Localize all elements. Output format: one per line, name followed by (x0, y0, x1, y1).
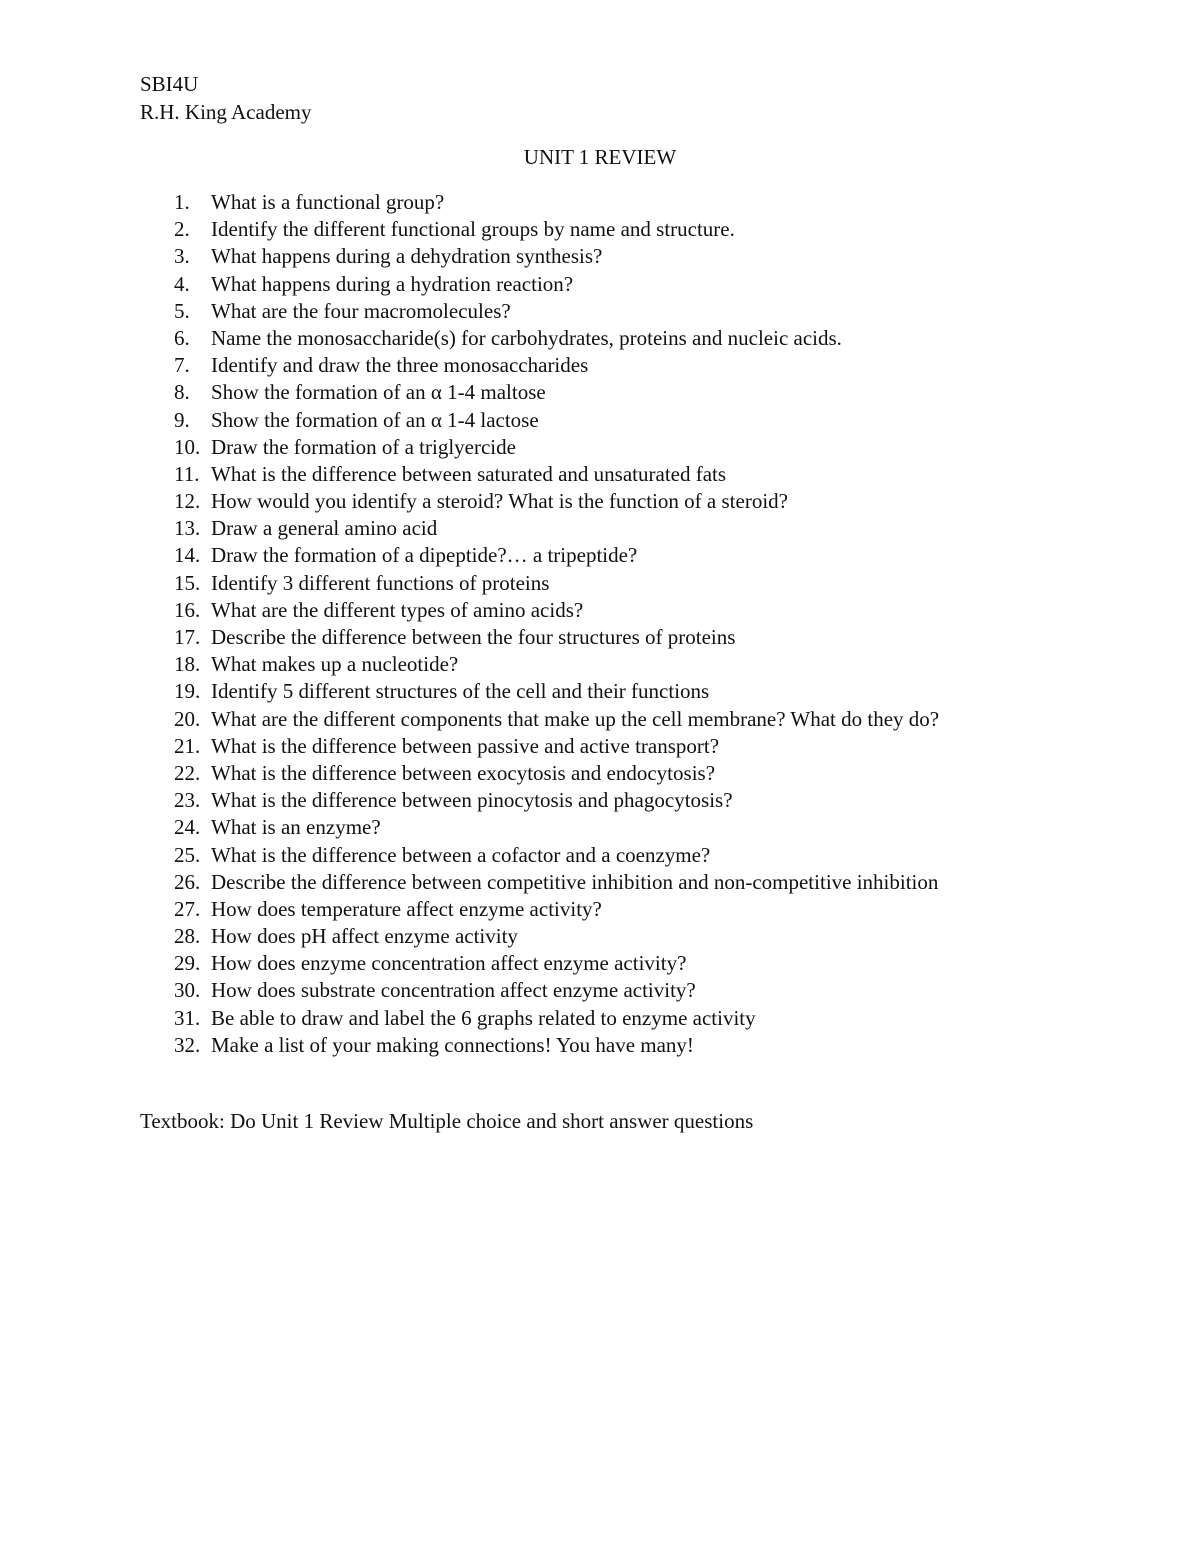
question-text: Make a list of your making connections! You have many! (211, 1032, 694, 1057)
list-item (0, 488, 1200, 515)
question-text: Draw a general amino acid (211, 516, 438, 541)
list-item (0, 515, 1200, 542)
question-text: What are the different types of amino acids? (211, 597, 584, 622)
question-text: How does pH affect enzyme activity (211, 924, 518, 949)
question-number: 9. (174, 407, 190, 432)
list-item (0, 624, 1200, 651)
list-item (0, 950, 1200, 977)
question-text: How does substrate concentration affect enzyme activity? (211, 978, 696, 1003)
question-text: What is the difference between a cofactor and a coenzyme? (211, 842, 711, 867)
question-number: 8. (174, 380, 190, 405)
list-item (0, 189, 1200, 216)
question-text: Identify 5 different structures of the cell and their functions (211, 679, 710, 704)
question-text: What is the difference between passive and active transport? (211, 733, 720, 758)
question-text: Show the formation of an α 1-4 lactose (211, 407, 539, 432)
list-item (0, 542, 1200, 569)
list-item (0, 787, 1200, 814)
course-code: SBI4U (140, 72, 199, 96)
question-number: 14. (174, 543, 201, 568)
question-number: 7. (174, 353, 190, 378)
list-item (0, 298, 1200, 325)
question-number: 26. (174, 869, 201, 894)
question-text: What are the four macromolecules? (211, 298, 511, 323)
page-title-text: UNIT 1 REVIEW (523, 145, 677, 169)
question-text: What is a functional group? (211, 190, 445, 214)
list-item (0, 1005, 1200, 1032)
question-number: 1. (174, 190, 190, 214)
list-item (0, 678, 1200, 705)
question-number: 32. (174, 1032, 201, 1057)
question-number: 15. (174, 570, 201, 595)
question-text: Identify and draw the three monosaccharides (211, 353, 589, 378)
question-number: 16. (174, 597, 201, 622)
list-item (0, 379, 1200, 406)
question-number: 3. (174, 244, 190, 269)
question-text: What are the different components that make up the cell membrane? What do they do? (211, 706, 940, 731)
list-item (0, 352, 1200, 379)
list-item (0, 216, 1200, 243)
question-number: 29. (174, 951, 201, 976)
question-number: 20. (174, 706, 201, 731)
question-number: 19. (174, 679, 201, 704)
list-item (0, 243, 1200, 270)
question-number: 25. (174, 842, 201, 867)
question-text: How does temperature affect enzyme activity? (211, 896, 602, 921)
question-text: How would you identify a steroid? What is the function of a steroid? (211, 489, 788, 514)
question-text: Identify the different functional groups by name and structure. (211, 217, 735, 242)
question-text: What happens during a hydration reaction? (211, 271, 574, 296)
list-item (0, 869, 1200, 896)
question-number: 6. (174, 325, 190, 350)
question-text: Draw the formation of a triglyercide (211, 434, 516, 459)
question-number: 22. (174, 760, 201, 785)
list-item (0, 434, 1200, 461)
question-number: 31. (174, 1005, 201, 1030)
list-item (0, 896, 1200, 923)
question-text: Describe the difference between the four structures of proteins (211, 625, 736, 649)
list-item (0, 651, 1200, 678)
list-item (0, 271, 1200, 298)
list-item (0, 597, 1200, 624)
school-name: R.H. King Academy (140, 100, 312, 124)
question-text: Name the monosaccharide(s) for carbohydrates, proteins and nucleic acids. (211, 325, 842, 350)
question-text: What makes up a nucleotide? (211, 652, 459, 677)
list-item (0, 977, 1200, 1004)
list-item (0, 570, 1200, 597)
list-item (0, 760, 1200, 787)
question-text: What happens during a dehydration synthesis? (211, 244, 603, 269)
list-item (0, 325, 1200, 352)
question-number: 10. (174, 434, 201, 459)
question-number: 27. (174, 896, 201, 921)
question-text: Identify 3 different functions of proteins (211, 570, 550, 595)
question-text: Be able to draw and label the 6 graphs related to enzyme activity (211, 1005, 756, 1030)
question-text: Show the formation of an α 1-4 maltose (211, 380, 546, 405)
question-number: 21. (174, 733, 201, 758)
question-text: Draw the formation of a dipeptide?… a tripeptide? (211, 543, 638, 568)
question-number: 28. (174, 924, 201, 949)
question-number: 24. (174, 815, 201, 840)
question-number: 4. (174, 271, 190, 296)
question-text: What is an enzyme? (211, 815, 381, 840)
list-item (0, 923, 1200, 950)
list-item (0, 461, 1200, 488)
question-number: 18. (174, 652, 201, 677)
question-number: 23. (174, 788, 201, 813)
page-title (0, 144, 1200, 171)
question-number: 13. (174, 516, 201, 541)
list-item (0, 706, 1200, 733)
list-item (0, 1032, 1200, 1059)
question-text: How does enzyme concentration affect enzyme activity? (211, 951, 687, 976)
question-text: What is the difference between pinocytosis and phagocytosis? (211, 788, 733, 813)
list-item (0, 842, 1200, 869)
question-number: 17. (174, 625, 201, 649)
question-number: 30. (174, 978, 201, 1003)
question-text: What is the difference between exocytosis and endocytosis? (211, 760, 716, 785)
textbook-note: Textbook: Do Unit 1 Review Multiple choice and short answer questions (140, 1109, 754, 1133)
question-list (0, 189, 1200, 1059)
list-item (0, 814, 1200, 841)
list-item (0, 733, 1200, 760)
question-number: 5. (174, 298, 190, 323)
question-text: Describe the difference between competitive inhibition and non-competitive inhibition (211, 869, 939, 894)
list-item (0, 407, 1200, 434)
question-number: 12. (174, 489, 201, 514)
question-text: What is the difference between saturated and unsaturated fats (211, 461, 727, 486)
question-number: 11. (174, 461, 200, 486)
question-number: 2. (174, 217, 190, 242)
